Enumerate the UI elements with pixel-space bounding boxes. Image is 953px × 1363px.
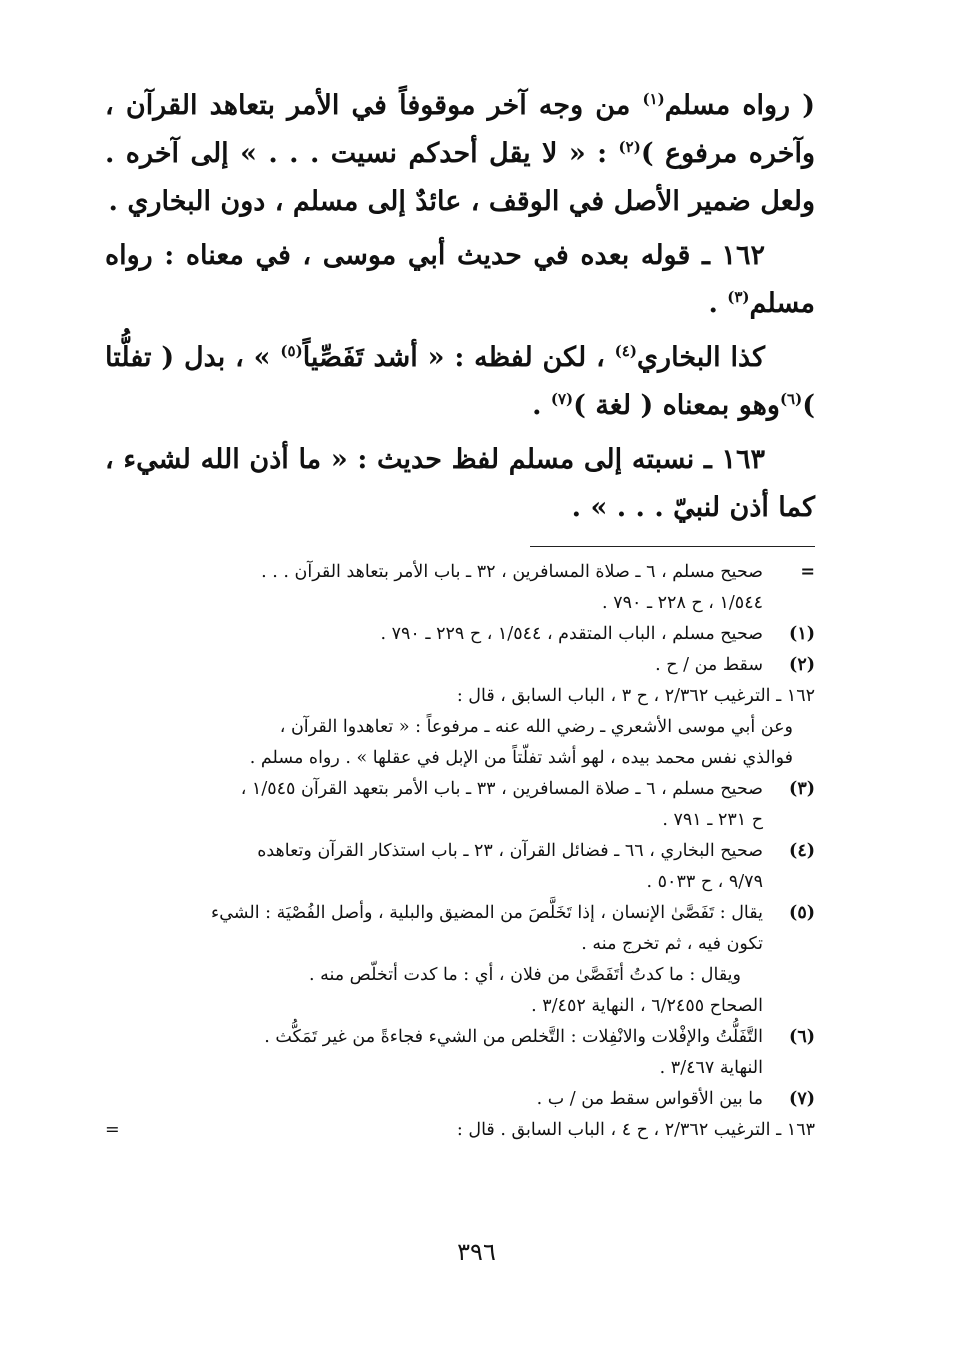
paragraph-1: [105, 82, 815, 226]
continues-marker: =: [105, 1120, 120, 1140]
footnote-2-text: سقط من / ح .: [655, 655, 763, 675]
footnote-4-line-1: صحيح البخاري ، ٦٦ ـ فضائل القرآن ، ٢٣ ـ باب استذكار القرآن وتعاهده: [257, 841, 763, 861]
footnote-4: [105, 836, 815, 898]
footnote-5-line-3: ويقال : ما كدتُ أتَفَصَّىٰ من فلان ، أي : ما كدت أتخلّص منه .: [308, 965, 741, 985]
main-text: [105, 82, 815, 532]
hadith-162-line-3: فوالذي نفس محمد بيده ، لهو أشد تفلّتاً من الإبل في عقلها » . رواه مسلم .: [249, 748, 793, 768]
footnote-1-text: صحيح مسلم ، الباب المتقدم ، ١/٥٤٤ ، ح ٢٢٩ ـ ٧٩٠ .: [380, 624, 763, 644]
footnote-ref-5[interactable]: (٥): [280, 342, 303, 360]
footnote-ref-7[interactable]: (٧): [550, 390, 574, 408]
footnote-6-line-2: النهاية ٣/٤٦٧ .: [659, 1058, 763, 1078]
paragraph-162: [105, 232, 815, 328]
page-number: ٣٩٦: [457, 1238, 496, 1266]
footnote-3-number: (٣): [789, 779, 815, 799]
p1-text-c: : « لا يقل أحدكم نسيت . . . » إلى آخره . ولعل ضمير الأصل في الوقف ، عائدٌ إلى مسلم ، دون البخاري .: [105, 138, 815, 217]
footnote-separator: [530, 546, 815, 547]
footnote-5-number: (٥): [789, 903, 815, 923]
footnote-5-line-1: يقال : تَفَصَّىٰ الإنسان ، إذا تَخَلَّصَ من المضيق والبلية ، وأصل الفُصْيَة : الشيء: [210, 903, 763, 923]
continuation-marker: =: [800, 562, 815, 582]
footnote-2: [105, 650, 815, 681]
footnote-2-number: (٢): [789, 655, 815, 675]
hadith-162-line-1: ١٦٢ ـ الترغيب ٢/٣٦٢ ، ح ٣ ، الباب السابق ، قال :: [456, 686, 815, 706]
footnote-1-number: (١): [789, 624, 815, 644]
hadith-162-note: [105, 681, 815, 774]
footnote-6-line-1: التَّفَلُّتُ والإفْلات والانْفِلات : التَّخلص من الشيء فجاءةً من غير تَمَكُّث .: [264, 1027, 763, 1047]
footnote-ref-3[interactable]: (٣): [727, 288, 750, 306]
p3-text-d: وهو بمعناه ( لغة ): [573, 390, 780, 421]
footnote-4-number: (٤): [789, 841, 815, 861]
footnote-3-line-1: صحيح مسلم ، ٦ ـ صلاة المسافرين ، ٣٣ ـ باب الأمر بتعهد القرآن ١/٥٤٥ ،: [240, 779, 763, 799]
continuation-line-2: ١/٥٤٤ ، ح ٢٢٨ ـ ٧٩٠ .: [602, 593, 763, 613]
footnote-5-line-2: تكون فيه ، ثم تخرج منه .: [581, 934, 763, 954]
footnote-7-number: (٧): [789, 1089, 815, 1109]
continuation-line-1: صحيح مسلم ، ٦ ـ صلاة المسافرين ، ٣٢ ـ باب الأمر بتعاهد القرآن . . .: [261, 562, 763, 582]
footnote-1: [105, 619, 815, 650]
footnote-5: [105, 898, 815, 1022]
paragraph-163: ١٦٣ ـ نسبته إلى مسلم لفظ حديث : « ما أذن الله لشيء ، كما أذن لنبيّ . . . » .: [105, 444, 815, 523]
footnote-7-text: ما بين الأقواس سقط من / ب .: [536, 1089, 763, 1109]
footnote-4-line-2: ٩/٧٩ ، ح ٥٠٣٣ .: [646, 872, 763, 892]
footnote-3-line-2: ح ٢٣١ ـ ٧٩١ .: [662, 810, 763, 830]
p2-text-a: ١٦٢ ـ قوله بعده في حديث أبي موسى ، في معناه : رواه مسلم: [105, 240, 815, 319]
footnote-ref-4[interactable]: (٤): [614, 342, 637, 360]
p3-text-e: .: [532, 390, 551, 421]
footnote-7: [105, 1084, 815, 1115]
footnote-6: [105, 1022, 815, 1084]
footnote-ref-2[interactable]: (٢): [618, 138, 641, 156]
p3-text-a: كذا البخاري: [636, 342, 766, 373]
p1-text-b: من وجه آخر موقوفاً في الأمر بتعاهد القرآن ، وآخره مرفوع ): [105, 90, 815, 169]
p2-text-b: .: [708, 288, 728, 319]
hadith-163-note: [105, 1115, 815, 1146]
hadith-163-line-1: ١٦٣ ـ الترغيب ٢/٣٦٢ ، ح ٤ ، الباب السابق . قال :: [456, 1120, 815, 1140]
footnote-continuation: [105, 557, 815, 619]
footnote-6-number: (٦): [789, 1027, 815, 1047]
paragraph-bukhari: [105, 334, 815, 430]
footnote-ref-6[interactable]: (٦): [779, 390, 803, 408]
footnote-5-line-4: الصحاح ٦/٢٤٥٥ ، النهاية ٣/٤٥٢ .: [531, 996, 763, 1016]
footnote-3: [105, 774, 815, 836]
p3-text-c: » ، بدل ( تفلُّتا ): [105, 342, 815, 421]
p3-text-b: ، لكن لفظه : « أشد تَفَصِّياً: [302, 342, 615, 373]
footnote-ref-1[interactable]: (١): [642, 90, 665, 108]
footnotes: [105, 557, 815, 1146]
p1-text-a: ( رواه مسلم: [664, 90, 815, 121]
page: [105, 82, 815, 1282]
hadith-162-line-2: وعن أبي موسى الأشعري ـ رضي الله عنه ـ مرفوعاً : « تعاهدوا القرآن ،: [279, 717, 793, 737]
